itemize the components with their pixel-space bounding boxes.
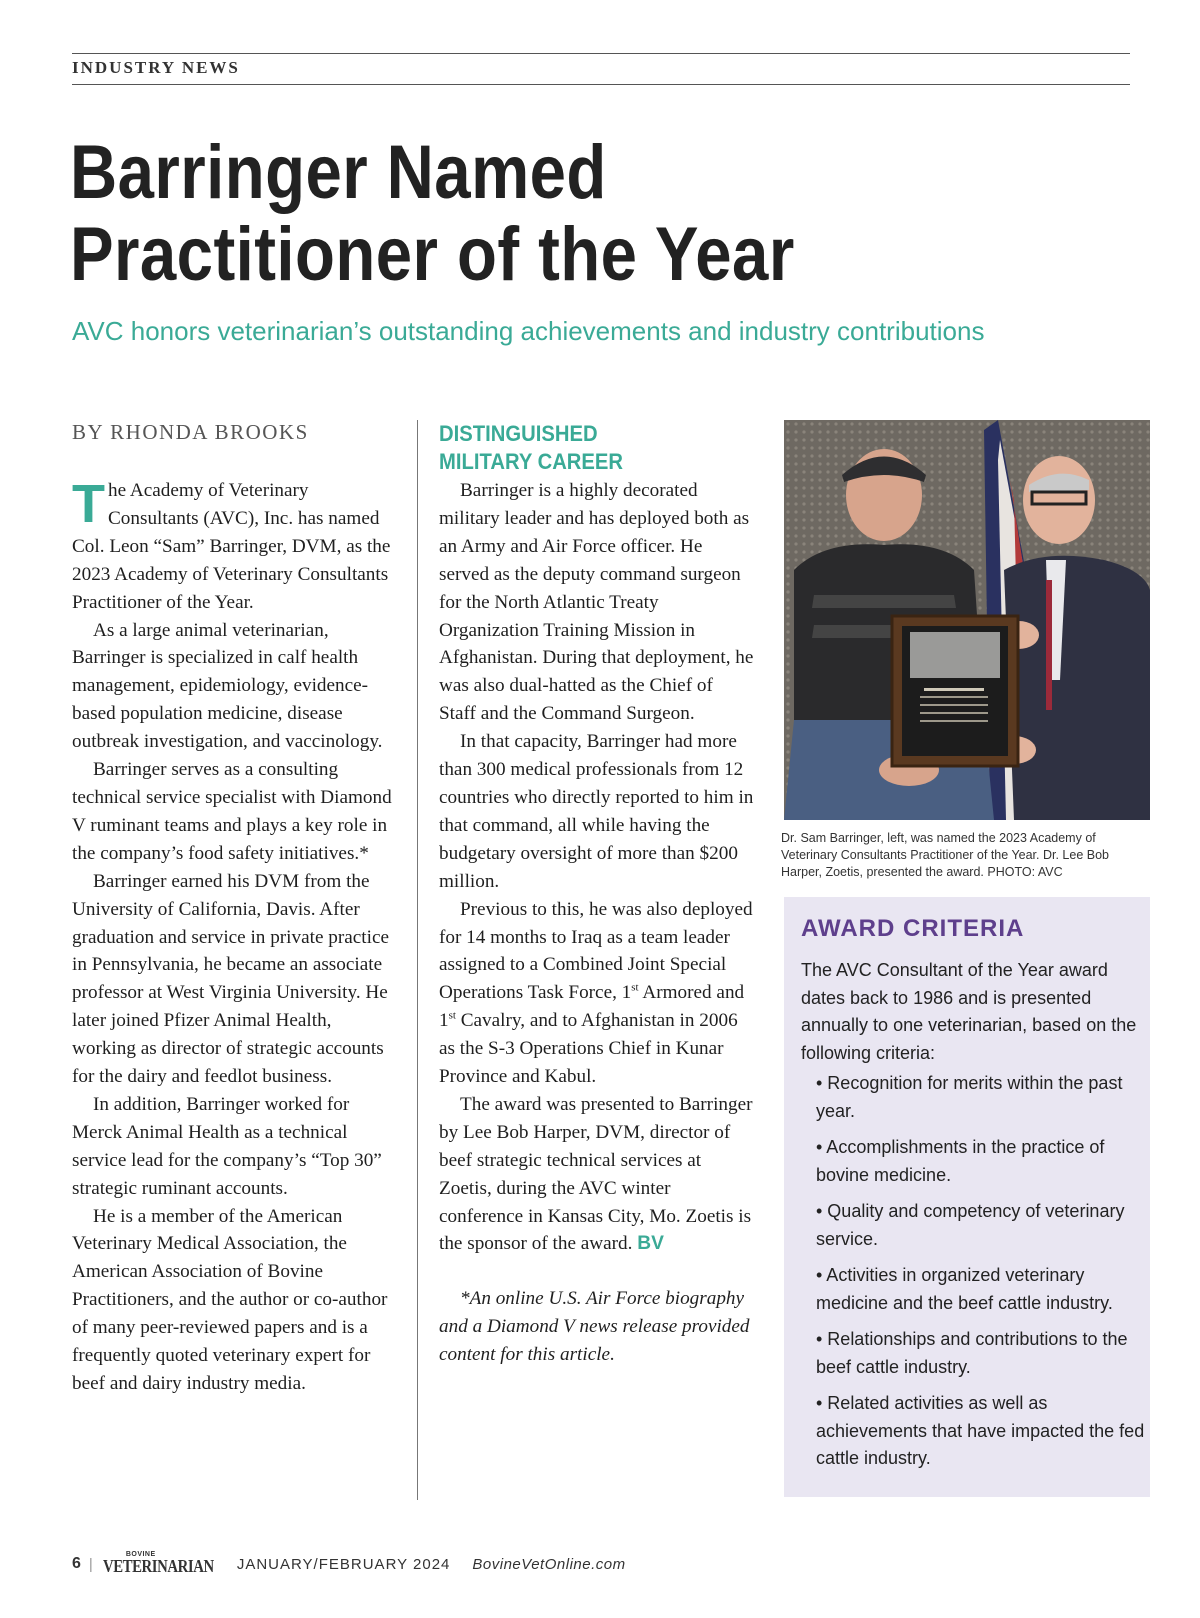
header-bottom-rule — [72, 84, 1130, 85]
paragraph-1-text: he Academy of Veterinary Consultants (AVC), Inc. has named Col. Leon “Sam” Barringer, DVM, as the 2023 Academy of Veterinary Consultants Practitioner of the Year. — [72, 480, 391, 613]
end-mark: BV — [637, 1233, 664, 1255]
page-number: 6 — [72, 1555, 81, 1572]
criteria-list — [816, 1070, 1146, 1482]
subhead-line-2: MILITARY CAREER — [439, 449, 624, 474]
award-criteria-box — [784, 897, 1150, 1497]
paragraph-4: Barringer earned his DVM from the University of California, Davis. After graduation and service in private practice in Pennsylvania, he became an associate professor at West Virginia University. He later joined Pfizer Animal Health, working as director of strategic accounts for the dairy and feedlot business. — [72, 870, 389, 1088]
paragraph-7: Barringer is a highly decorated military leader and has deployed both as an Army and Air Force officer. He served as the deputy command surgeon for the North Atlantic Treaty Organization Training Mission in Afghanistan. During that deployment, he was also dual-hatted as the Chief of Staff and the Command Surgeon. — [439, 480, 754, 725]
paragraph-3: Barringer serves as a consulting technical service specialist with Diamond V ruminant teams and plays a key role in the company’s food safety initiatives.* — [72, 759, 392, 864]
paragraph-9-part-b: Armored and 1 — [439, 982, 745, 1032]
page-footer — [72, 1552, 626, 1576]
section-label: INDUSTRY NEWS — [72, 58, 240, 77]
award-photo — [784, 420, 1150, 820]
paragraph-1 — [72, 474, 392, 617]
top-rule — [72, 53, 1130, 54]
criteria-item: • Quality and competency of veterinary service. — [816, 1201, 1125, 1249]
criteria-item: • Related activities as well as achievements that have impacted the fed cattle industry. — [816, 1393, 1145, 1468]
ordinal-suffix: st — [631, 981, 639, 994]
footer-separator: | — [88, 1555, 93, 1573]
magazine-logo — [103, 1553, 215, 1575]
paragraph-6: He is a member of the American Veterinary Medical Association, the American Association of Bovine Practitioners, and the author or co-author of many peer-reviewed papers and is a frequently quoted veterinary expert for beef and dairy industry media. — [72, 1205, 388, 1394]
source-note: *An online U.S. Air Force biography and a Diamond V news release provided content for this article. — [439, 1288, 750, 1366]
article-column-2 — [439, 477, 754, 1369]
article-title — [70, 132, 982, 296]
criteria-item: • Activities in organized veterinary medicine and the beef cattle industry. — [816, 1265, 1113, 1313]
byline: BY RHONDA BROOKS — [72, 420, 309, 444]
criteria-item: • Accomplishments in the practice of bovine medicine. — [816, 1137, 1105, 1185]
issue-date: JANUARY/FEBRUARY 2024 — [236, 1555, 451, 1573]
subhead-line-1: DISTINGUISHED — [439, 421, 598, 446]
paragraph-2: As a large animal veterinarian, Barringer is specialized in calf health management, epidemiology, evidence-based population medicine, disease outbreak investigation, and vaccinology. — [72, 619, 383, 753]
paragraph-5: In addition, Barringer worked for Merck Animal Health as a technical service lead for the company’s “Top 30” strategic ruminant accounts. — [72, 1093, 382, 1199]
award-photo-illustration — [784, 420, 1150, 820]
criteria-item: • Recognition for merits within the past year. — [816, 1073, 1123, 1121]
paragraph-9 — [439, 896, 754, 1091]
article-column-1 — [72, 474, 392, 1398]
article-title-line-2: Practitioner of the Year — [70, 212, 795, 297]
sidebar-intro: The AVC Consultant of the Year award dates back to 1986 and is presented annually to one veterinarian, based on the following criteria: — [801, 960, 1137, 1063]
photo-caption: Dr. Sam Barringer, left, was named the 2023 Academy of Veterinary Consultants Practitioner of the Year. Dr. Lee Bob Harper, Zoetis, presented the award. PHOTO: AVC — [781, 831, 1109, 879]
website-link[interactable]: BovineVetOnline.com — [472, 1555, 626, 1573]
article-dek: AVC honors veterinarian’s outstanding achievements and industry contributions — [72, 316, 985, 346]
subhead — [439, 420, 623, 476]
paragraph-10 — [439, 1091, 754, 1258]
ordinal-suffix: st — [448, 1009, 456, 1022]
column-divider — [417, 420, 418, 1500]
paragraph-8: In that capacity, Barringer had more than 300 medical professionals from 12 countries who directly reported to him in that command, all while having the budgetary oversight of more than $200 million. — [439, 731, 754, 892]
paragraph-10-text: The award was presented to Barringer by Lee Bob Harper, DVM, director of beef strategic technical services at Zoetis, during the AVC winter conference in Kansas City, Mo. Zoetis is the sponsor of the award. — [439, 1093, 753, 1255]
criteria-item: • Relationships and contributions to the beef cattle industry. — [816, 1329, 1128, 1377]
article-title-line-1: Barringer Named — [70, 130, 607, 215]
sidebar-title: AWARD CRITERIA — [801, 915, 1025, 942]
logo-small-text: BOVINE — [125, 1551, 156, 1558]
logo-big-text: VETERINARIAN — [102, 1556, 214, 1576]
paragraph-9-part-c: Cavalry, and to Afghanistan in 2006 as the S-3 Operations Chief in Kunar Province and Kabul. — [439, 1010, 738, 1088]
drop-cap: T — [72, 474, 105, 534]
paragraph-9-part-a: Previous to this, he was also deployed for 14 months to Iraq as a team leader assigned to a Combined Joint Special Operations Task Force, 1 — [439, 898, 753, 1004]
